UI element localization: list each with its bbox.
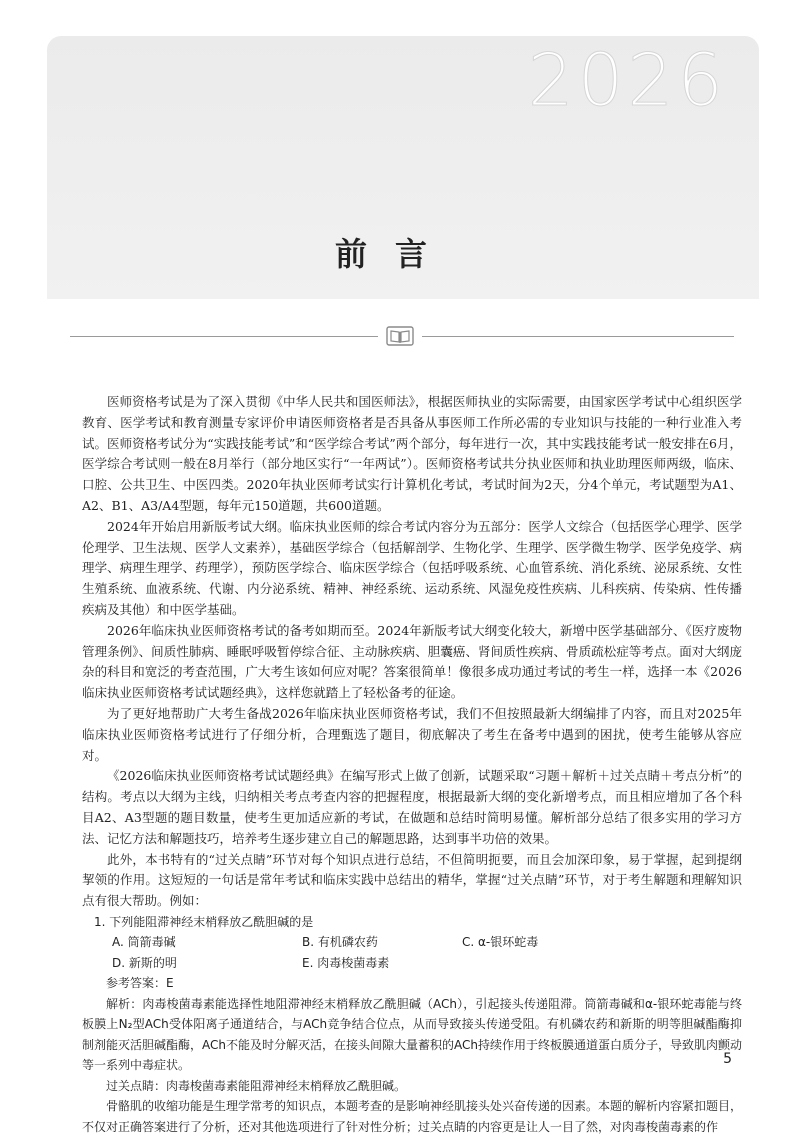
paragraph-2: 2024年开始启用新版考试大纲。临床执业医师的综合考试内容分为五部分：医学人文综合（包括医学心理学、医学伦理学、卫生法规、医学人文素养），基础医学综合（包括解剖学、生物化学、生理学、医学微生物学、医学免疫学、病理学、病理生理学、药理学），预防医学综合、临床医学综合（包括呼吸系统、心血管系统、消化系统、泌尿系统、女性生殖系统、血液系统、代谢、内分泌系统、精神、神经系统、运动系统、风湿免疫性疾病、儿科疾病、传染病、性传播疾病及其他）和中医学基础。 bbox=[82, 518, 742, 617]
example-question bbox=[82, 912, 742, 1137]
paragraph-4: 为了更好地帮助广大考生备战2026年临床执业医师资格考试，我们不但按照最新大纲编排了内容，而且对2025年临床执业医师资格考试进行了仔细分析，合理甄选了题目，彻底解决了考生在备考中遇到的困扰，使考生能够从容应对。 bbox=[82, 705, 742, 763]
divider-right bbox=[422, 336, 734, 337]
preface-body bbox=[82, 392, 742, 1137]
reference-answer: 参考答案：E bbox=[106, 976, 174, 991]
book-icon bbox=[386, 325, 414, 347]
paragraph-6: 此外，本书特有的“过关点睛”环节对每个知识点进行总结，不但简明扼要，而且会加深印象，易于掌握，起到提纲挈领的作用。这短短的一句话是常年考试和临床实践中总结出的精华，掌握“过关点睛”环节，对于考生解题和理解知识点有很大帮助。例如： bbox=[82, 851, 742, 909]
analysis-text: 解析：肉毒梭菌毒素能选择性地阻滞神经末梢释放乙酰胆碱（ACh），引起接头传递阻滞。筒箭毒碱和α-银环蛇毒能与终板膜上N₂型ACh受体阳离子通道结合，与ACh竞争结合位点，从而导致接头传递受阻。有机磷农药和新斯的明等胆碱酯酶抑制剂能灭活胆碱酯酶，ACh不能及时分解灭活，在接头间隙大量蓄积的ACh持续作用于终板膜通道蛋白质分子，导致肌肉颤动等一系列中毒症状。 bbox=[82, 996, 742, 1073]
option-c: C. α-银环蛇毒 bbox=[462, 935, 539, 950]
question-options bbox=[82, 932, 742, 973]
option-a: A. 筒箭毒碱 bbox=[112, 935, 176, 950]
page-title: 前言 bbox=[334, 235, 455, 273]
paragraph-3: 2026年临床执业医师资格考试的备考如期而至。2024年新版考试大纲变化较大，新增中医学基础部分、《医疗废物管理条例》、间质性肺病、睡眠呼吸暂停综合征、主动脉疾病、胆囊癌、肾间质性疾病、骨质疏松症等考点。面对大纲庞杂的科目和宽泛的考查范围，广大考生该如何应对呢？答案很简单！像很多成功通过考试的考生一样，选择一本《2026临床执业医师资格考试试题经典》，这样您就踏上了轻松备考的征途。 bbox=[82, 622, 742, 701]
key-point: 过关点睛：肉毒梭菌毒素能阻滞神经末梢释放乙酰胆碱。 bbox=[106, 1078, 407, 1093]
option-d: D. 新斯的明 bbox=[112, 955, 177, 970]
year-watermark: 2026 bbox=[527, 38, 727, 122]
paragraph-5: 《2026临床执业医师资格考试试题经典》在编写形式上做了创新，试题采取“习题＋解析＋过关点睛＋考点分析”的结构。考点以大纲为主线，归纳相关考点考查内容的把握程度，根据最新大纲的变化新增考点，而且相应增加了各个科目A2、A3型题的题目数量，使考生更加适应新的考试，在做题和总结时简明易懂。解析部分总结了很多实用的学习方法、记忆方法和解题技巧，培养考生逐步建立自己的解题思路，达到事半功倍的效果。 bbox=[82, 768, 742, 846]
paragraph-1: 医师资格考试是为了深入贯彻《中华人民共和国医师法》，根据医师执业的实际需要，由国家医学考试中心组织医学教育、医学考试和教育测量专家评价申请医师资格者是否具备从事医师工作所必需的专业知识与技能的一种行业准入考试。医师资格考试分为“实践技能考试”和“医学综合考试”两个部分，每年进行一次，其中实践技能考试一般安排在6月，医学综合考试则一般在8月举行（部分地区实行“一年两试”）。医师资格考试共分执业医师和执业助理医师两级，临床、口腔、公共卫生、中医四类。2020年执业医师考试实行计算机化考试，考试时间为2天，分4个单元，考试题型为A1、A2、B1、A3/A4型题，每年元150道题，共600道题。 bbox=[82, 394, 742, 513]
option-e: E. 肉毒梭菌毒素 bbox=[302, 955, 390, 970]
page-number: 5 bbox=[723, 1051, 732, 1067]
option-b: B. 有机磷农药 bbox=[302, 935, 378, 950]
divider-left bbox=[70, 336, 378, 337]
question-stem: 1. 下列能阻滞神经末梢释放乙酰胆碱的是 bbox=[94, 914, 314, 929]
followup-text: 骨骼肌的收缩功能是生理学常考的知识点，本题考查的是影响神经肌接头处兴奋传递的因素。本题的解析内容紧扣题目，不仅对正确答案进行了分析，还对其他选项进行了针对性分析；过关点睛的内容更是让人一目了然，对肉毒梭菌毒素的作 bbox=[82, 1099, 743, 1134]
